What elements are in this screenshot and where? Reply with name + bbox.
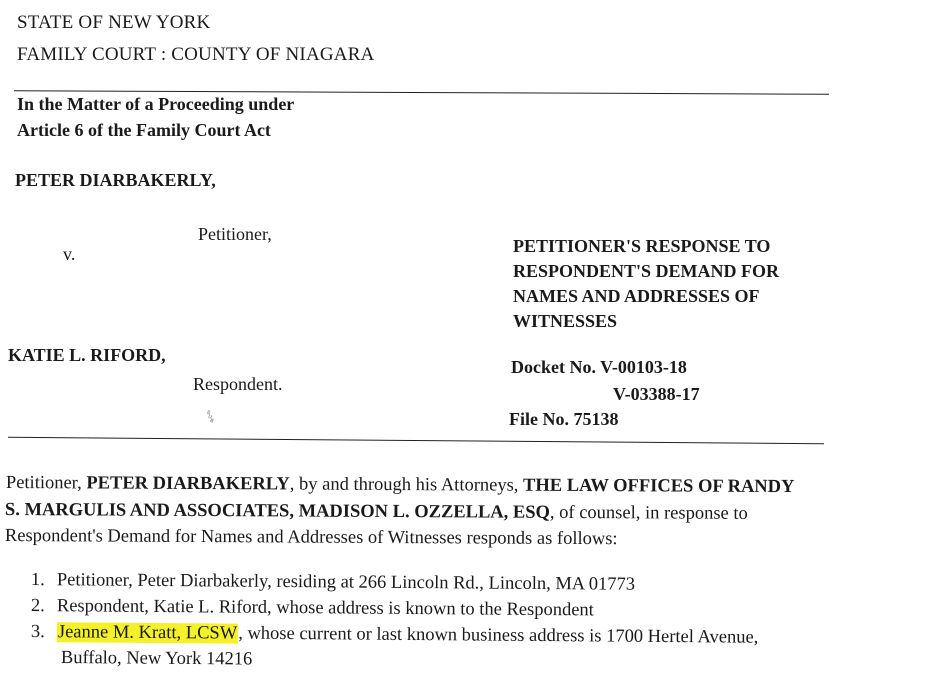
docket-line-1 bbox=[511, 357, 687, 378]
title-line-3: NAMES AND ADDRESSES OF bbox=[513, 286, 760, 306]
title-line-1: PETITIONER'S RESPONSE TO bbox=[513, 236, 771, 256]
intro-firm-part-2: S. MARGULIS AND ASSOCIATES, MADISON L. OZZELLA, ESQ bbox=[4, 499, 551, 523]
intro-text-1: Petitioner, bbox=[5, 472, 87, 494]
document-title bbox=[513, 234, 779, 334]
witness-number-1: 1. bbox=[30, 570, 45, 591]
title-line-2: RESPONDENT'S DEMAND FOR bbox=[513, 261, 780, 281]
file-label: File No. bbox=[509, 409, 569, 429]
file-number: 75138 bbox=[573, 409, 619, 429]
matter-line-2: Article 6 of the Family Court Act bbox=[17, 120, 271, 140]
petitioner-role: Petitioner, bbox=[198, 224, 272, 244]
witness-item-3 bbox=[31, 622, 759, 649]
intro-text-3: , of counsel, in response to bbox=[549, 502, 748, 524]
intro-line-1 bbox=[6, 471, 795, 499]
court-heading: FAMILY COURT : COUNTY OF NIAGARA bbox=[17, 44, 375, 65]
witness-number-2: 2. bbox=[30, 596, 45, 617]
intro-line-2 bbox=[5, 498, 748, 526]
witness-number-3: 3. bbox=[30, 622, 45, 643]
witness-text-3: , whose current or last known business address is 1700 Hertel Avenue, bbox=[238, 623, 759, 648]
witness-item-1 bbox=[31, 570, 635, 596]
respondent-role: Respondent. bbox=[193, 374, 283, 394]
matter-line-1: In the Matter of a Proceeding under bbox=[17, 94, 295, 114]
intro-line-3: Respondent's Demand for Names and Addresses of Witnesses responds as follows: bbox=[4, 526, 618, 550]
witness-text-1: Petitioner, Peter Diarbakerly, residing at 266 Lincoln Rd., Lincoln, MA 01773 bbox=[56, 570, 636, 595]
witness-highlight: Jeanne M. Kratt, LCSW bbox=[57, 622, 238, 644]
respondent-name: KATIE L. RIFORD, bbox=[8, 345, 166, 365]
witness-item-3-continuation: Buffalo, New York 14216 bbox=[60, 648, 253, 670]
docket-label: Docket No. bbox=[511, 357, 596, 377]
docket-number-2: V-03388-17 bbox=[613, 384, 700, 404]
scan-mark: ␚ bbox=[201, 408, 219, 427]
file-line bbox=[509, 409, 619, 430]
intro-firm-part-1: THE LAW OFFICES OF RANDY bbox=[523, 475, 795, 498]
witness-item-2 bbox=[31, 596, 594, 621]
intro-text-2: , by and through his Attorneys, bbox=[289, 474, 524, 496]
caption-bottom-rule bbox=[8, 437, 824, 444]
intro-petitioner-name: PETER DIARBAKERLY bbox=[86, 473, 290, 495]
title-line-4: WITNESSES bbox=[513, 311, 618, 331]
versus: v. bbox=[63, 244, 76, 264]
docket-number-1: V-00103-18 bbox=[600, 357, 687, 377]
state-heading: STATE OF NEW YORK bbox=[17, 12, 211, 33]
witness-text-2: Respondent, Katie L. Riford, whose address is known to the Respondent bbox=[56, 596, 594, 621]
petitioner-name: PETER DIARBAKERLY, bbox=[15, 170, 216, 190]
